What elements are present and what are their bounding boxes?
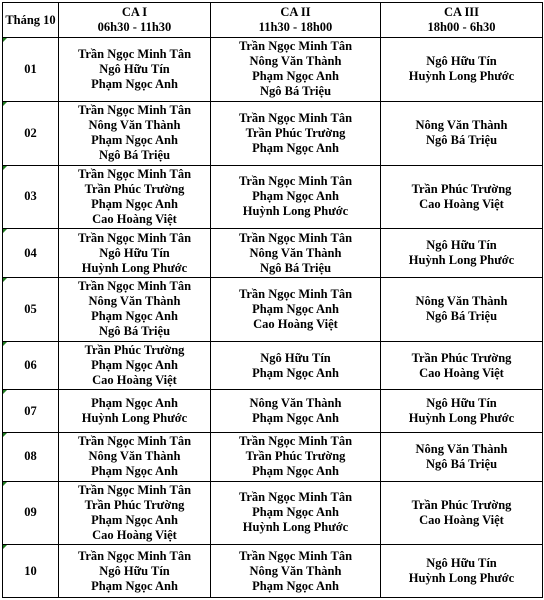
staff-name: Trần Ngọc Minh Tân [77, 230, 192, 245]
cell-corner-marker [3, 390, 7, 394]
staff-name: Nông Văn Thành [249, 245, 342, 260]
shift-cell-2 [211, 390, 381, 433]
shift-cell-1 [59, 432, 211, 481]
table-row [3, 229, 543, 278]
staff-list [381, 556, 542, 586]
staff-name: Ngô Hữu Tín [426, 238, 497, 253]
staff-name: Ngô Hữu Tín [426, 54, 497, 69]
shift-title: CA I [121, 5, 148, 19]
staff-name: Trần Ngọc Minh Tân [77, 103, 192, 118]
staff-list [381, 442, 542, 472]
shift-cell-1 [59, 545, 211, 598]
staff-name: Nông Văn Thành [249, 54, 342, 69]
staff-name: Trần Ngọc Minh Tân [238, 110, 353, 125]
staff-list [211, 39, 380, 99]
staff-name: Huỳnh Long Phước [242, 204, 349, 219]
cell-corner-marker [3, 38, 7, 42]
staff-name: Cao Hoàng Việt [419, 512, 504, 527]
day-number: 01 [24, 61, 37, 76]
staff-list [211, 351, 380, 381]
day-number: 05 [24, 301, 37, 316]
staff-name: Cao Hoàng Việt [92, 211, 177, 226]
day-cell [3, 165, 59, 229]
shift-cell-3 [381, 165, 543, 229]
staff-list [59, 396, 210, 426]
staff-name: Trần Phúc Trường [411, 497, 512, 512]
day-cell [3, 545, 59, 598]
staff-name: Huỳnh Long Phước [242, 520, 349, 535]
staff-list [59, 483, 210, 543]
staff-list [211, 396, 380, 426]
staff-name: Phạm Ngọc Anh [252, 578, 339, 593]
staff-name: Trần Ngọc Minh Tân [238, 174, 353, 189]
day-cell [3, 101, 59, 165]
shift-cell-3 [381, 229, 543, 278]
staff-name: Phạm Ngọc Anh [91, 396, 178, 411]
staff-name: Huỳnh Long Phước [408, 411, 515, 426]
staff-name: Trần Ngọc Minh Tân [77, 46, 192, 61]
staff-name: Trần Ngọc Minh Tân [238, 286, 353, 301]
shift-cell-2 [211, 545, 381, 598]
shift-cell-1 [59, 481, 211, 545]
staff-name: Nông Văn Thành [415, 294, 508, 309]
shift-schedule-table [2, 2, 543, 598]
staff-name: Ngô Bá Triệu [98, 148, 171, 163]
staff-name: Nông Văn Thành [88, 118, 181, 133]
staff-name: Nông Văn Thành [415, 441, 508, 456]
staff-name: Trần Ngọc Minh Tân [238, 490, 353, 505]
staff-list [59, 47, 210, 92]
staff-name: Phạm Ngọc Anh [91, 358, 178, 373]
staff-list [381, 54, 542, 84]
staff-name: Trần Ngọc Minh Tân [77, 279, 192, 294]
day-cell [3, 277, 59, 341]
staff-name: Trần Phúc Trường [245, 449, 346, 464]
staff-name: Phạm Ngọc Anh [91, 512, 178, 527]
shift-cell-3 [381, 38, 543, 102]
shift-header-3 [381, 3, 543, 38]
staff-list [211, 174, 380, 219]
staff-list [59, 103, 210, 163]
staff-name: Phạm Ngọc Anh [252, 140, 339, 155]
day-number: 09 [24, 505, 37, 520]
shift-cell-2 [211, 341, 381, 390]
staff-name: Phạm Ngọc Anh [252, 411, 339, 426]
staff-name: Nông Văn Thành [88, 449, 181, 464]
staff-name: Cao Hoàng Việt [419, 365, 504, 380]
staff-name: Trần Ngọc Minh Tân [77, 434, 192, 449]
staff-list [211, 549, 380, 594]
day-cell [3, 38, 59, 102]
staff-name: Trần Phúc Trường [84, 343, 185, 358]
day-number: 07 [24, 403, 37, 418]
staff-name: Huỳnh Long Phước [408, 69, 515, 84]
day-number: 03 [24, 189, 37, 204]
staff-list [381, 182, 542, 212]
staff-name: Ngô Hữu Tín [99, 245, 170, 260]
day-cell [3, 341, 59, 390]
day-number: 08 [24, 449, 37, 464]
staff-list [211, 287, 380, 332]
shift-cell-1 [59, 165, 211, 229]
staff-list [59, 343, 210, 388]
cell-corner-marker [3, 278, 7, 282]
staff-name: Phạm Ngọc Anh [252, 365, 339, 380]
cell-corner-marker [3, 166, 7, 170]
shift-cell-1 [59, 341, 211, 390]
staff-name: Ngô Hữu Tín [426, 556, 497, 571]
staff-name: Phạm Ngọc Anh [252, 69, 339, 84]
cell-corner-marker [3, 102, 7, 106]
staff-name: Huỳnh Long Phước [408, 571, 515, 586]
staff-name: Ngô Bá Triệu [259, 260, 332, 275]
table-row [3, 277, 543, 341]
staff-list [59, 434, 210, 479]
staff-name: Nông Văn Thành [249, 396, 342, 411]
cell-corner-marker [3, 482, 7, 486]
table-row [3, 545, 543, 598]
staff-list [381, 238, 542, 268]
day-cell [3, 390, 59, 433]
shift-time: 11h30 - 18h00 [258, 20, 333, 34]
staff-name: Phạm Ngọc Anh [91, 76, 178, 91]
staff-name: Phạm Ngọc Anh [91, 309, 178, 324]
staff-name: Trần Ngọc Minh Tân [238, 548, 353, 563]
shift-cell-3 [381, 545, 543, 598]
staff-list [59, 167, 210, 227]
cell-corner-marker [3, 342, 7, 346]
table-row [3, 432, 543, 481]
shift-cell-2 [211, 432, 381, 481]
staff-name: Trần Phúc Trường [411, 181, 512, 196]
staff-name: Phạm Ngọc Anh [252, 189, 339, 204]
staff-name: Ngô Bá Triệu [259, 84, 332, 99]
staff-name: Trần Phúc Trường [245, 125, 346, 140]
shift-title: CA II [280, 5, 311, 19]
table-row [3, 165, 543, 229]
schedule-body [3, 38, 543, 598]
cell-corner-marker [3, 229, 7, 233]
staff-name: Cao Hoàng Việt [92, 373, 177, 388]
shift-cell-2 [211, 101, 381, 165]
shift-cell-3 [381, 101, 543, 165]
staff-name: Ngô Bá Triệu [425, 133, 498, 148]
staff-list [211, 231, 380, 276]
shift-header-1 [59, 3, 211, 38]
table-row [3, 481, 543, 545]
day-cell [3, 432, 59, 481]
shift-time: 18h00 - 6h30 [427, 20, 496, 34]
header-row [3, 3, 543, 38]
staff-list [381, 294, 542, 324]
staff-name: Huỳnh Long Phước [408, 253, 515, 268]
staff-name: Nông Văn Thành [415, 118, 508, 133]
day-number: 06 [24, 358, 37, 373]
table-row [3, 38, 543, 102]
staff-name: Trần Phúc Trường [84, 181, 185, 196]
staff-name: Phạm Ngọc Anh [91, 464, 178, 479]
staff-list [381, 498, 542, 528]
staff-name: Ngô Hữu Tín [99, 61, 170, 76]
day-cell [3, 229, 59, 278]
day-number: 02 [24, 125, 37, 140]
shift-cell-1 [59, 277, 211, 341]
shift-cell-2 [211, 229, 381, 278]
staff-name: Huỳnh Long Phước [81, 260, 188, 275]
day-number: 10 [24, 563, 37, 578]
staff-list [211, 111, 380, 156]
staff-list [381, 351, 542, 381]
shift-cell-1 [59, 390, 211, 433]
staff-name: Trần Ngọc Minh Tân [77, 482, 192, 497]
table-row [3, 101, 543, 165]
cell-corner-marker [3, 545, 7, 549]
staff-name: Phạm Ngọc Anh [91, 196, 178, 211]
staff-name: Ngô Bá Triệu [98, 324, 171, 339]
shift-cell-2 [211, 481, 381, 545]
staff-name: Phạm Ngọc Anh [91, 133, 178, 148]
day-number: 04 [24, 245, 37, 260]
staff-name: Trần Ngọc Minh Tân [238, 230, 353, 245]
shift-cell-3 [381, 277, 543, 341]
staff-list [211, 490, 380, 535]
table-row [3, 390, 543, 433]
staff-list [59, 279, 210, 339]
staff-name: Ngô Bá Triệu [425, 309, 498, 324]
staff-name: Cao Hoàng Việt [92, 527, 177, 542]
staff-name: Huỳnh Long Phước [81, 411, 188, 426]
day-cell [3, 481, 59, 545]
shift-cell-1 [59, 229, 211, 278]
shift-cell-3 [381, 432, 543, 481]
shift-cell-3 [381, 481, 543, 545]
staff-name: Ngô Hữu Tín [260, 350, 331, 365]
staff-list [59, 549, 210, 594]
staff-name: Nông Văn Thành [88, 294, 181, 309]
staff-name: Ngô Hữu Tín [99, 563, 170, 578]
staff-list [211, 434, 380, 479]
month-header [3, 3, 59, 38]
staff-name: Ngô Bá Triệu [425, 456, 498, 471]
staff-list [59, 231, 210, 276]
shift-cell-1 [59, 101, 211, 165]
staff-list [381, 396, 542, 426]
staff-name: Trần Ngọc Minh Tân [77, 548, 192, 563]
shift-cell-3 [381, 341, 543, 390]
month-label: Tháng 10 [5, 12, 56, 27]
staff-name: Phạm Ngọc Anh [252, 301, 339, 316]
cell-corner-marker [3, 433, 7, 437]
staff-name: Nông Văn Thành [249, 563, 342, 578]
table-row [3, 341, 543, 390]
shift-cell-3 [381, 390, 543, 433]
staff-name: Phạm Ngọc Anh [91, 578, 178, 593]
shift-title: CA III [443, 5, 480, 19]
shift-cell-2 [211, 277, 381, 341]
shift-header-2 [211, 3, 381, 38]
shift-cell-1 [59, 38, 211, 102]
staff-name: Trần Ngọc Minh Tân [238, 434, 353, 449]
staff-name: Phạm Ngọc Anh [252, 464, 339, 479]
staff-name: Cao Hoàng Việt [253, 316, 338, 331]
staff-name: Trần Phúc Trường [84, 497, 185, 512]
staff-list [381, 118, 542, 148]
staff-name: Ngô Hữu Tín [426, 396, 497, 411]
shift-time: 06h30 - 11h30 [97, 20, 172, 34]
staff-name: Trần Ngọc Minh Tân [238, 39, 353, 54]
shift-cell-2 [211, 165, 381, 229]
staff-name: Cao Hoàng Việt [419, 196, 504, 211]
staff-name: Trần Phúc Trường [411, 350, 512, 365]
shift-cell-2 [211, 38, 381, 102]
staff-name: Trần Ngọc Minh Tân [77, 166, 192, 181]
staff-name: Phạm Ngọc Anh [252, 505, 339, 520]
